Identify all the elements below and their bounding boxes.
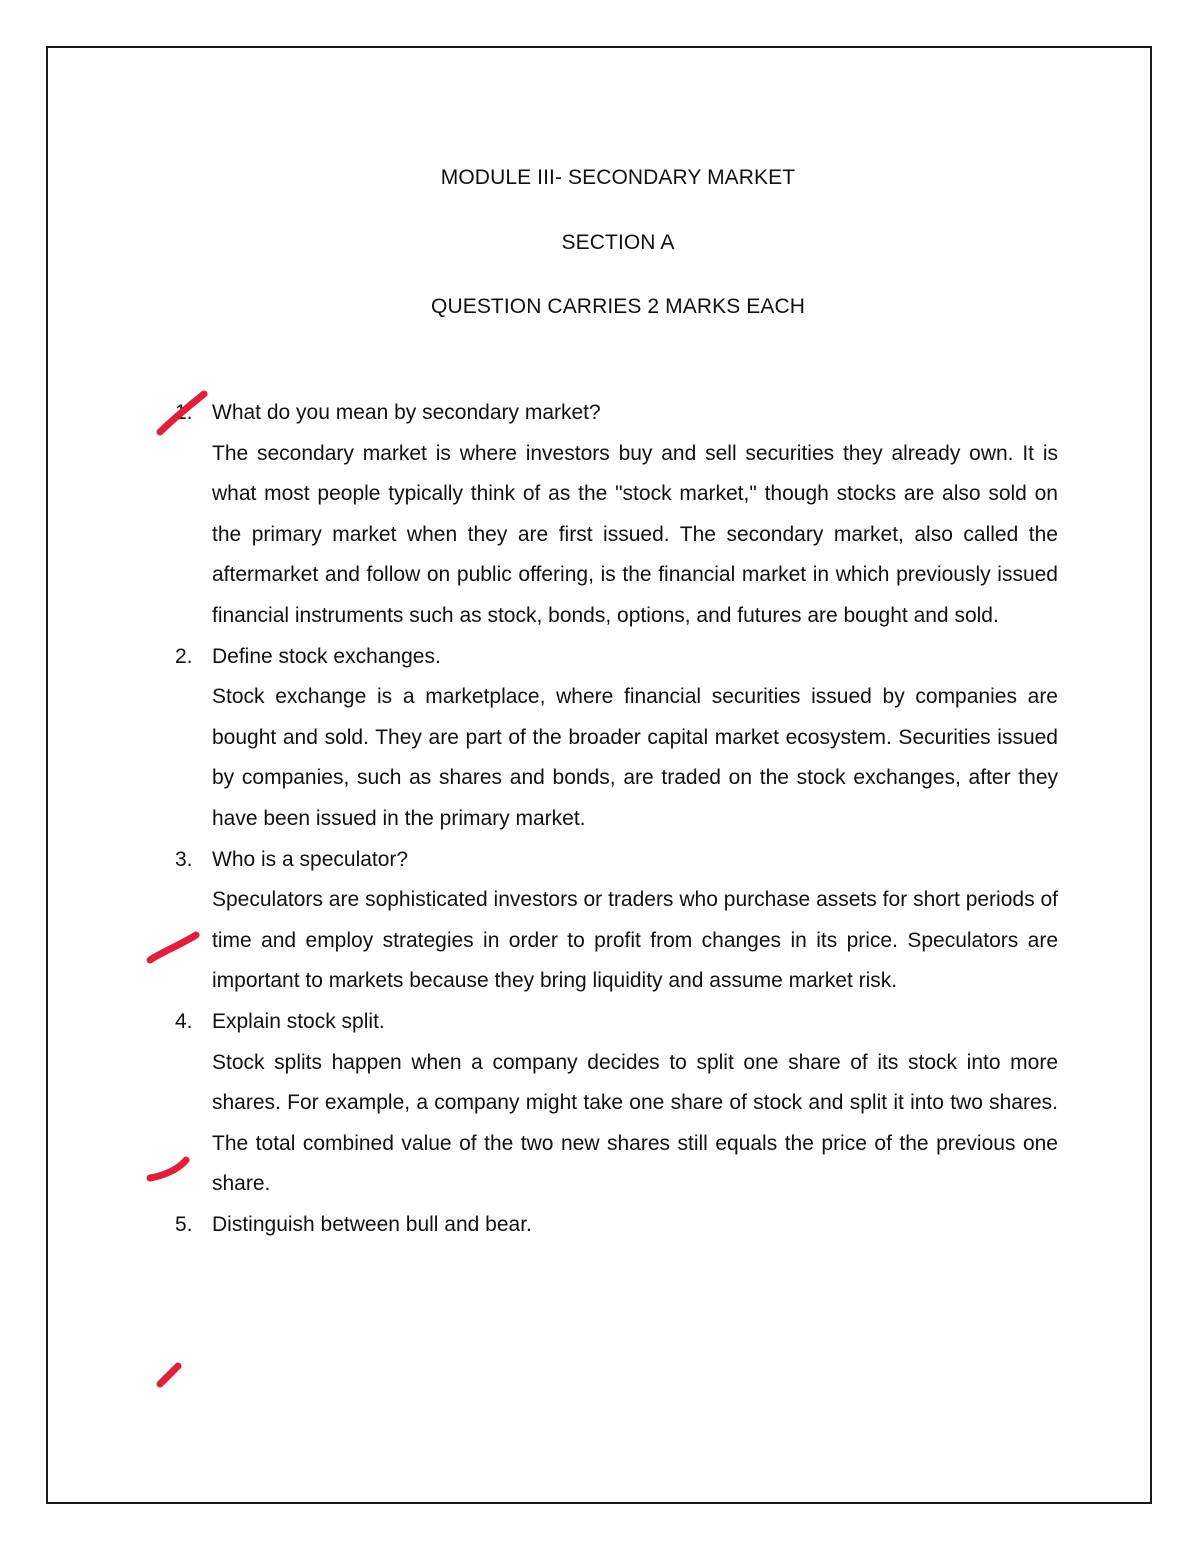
question-number: 2. [175,644,193,668]
question-number: 3. [175,847,193,871]
question-text: What do you mean by secondary market? [212,401,601,424]
answer-text: Speculators are sophisticated investors or traders who purchase assets for short periods of time and employ strategies in order to profit from changes in its price. Speculators are important to markets because they bring liquidity and assume market risk. [212,888,1058,993]
module-title: MODULE III- SECONDARY MARKET [440,166,796,189]
instruction-line: QUESTION CARRIES 2 MARKS EACH [431,295,805,318]
red-tick-mark-3 [150,1160,186,1178]
red-tick-mark-1 [160,394,204,432]
question-text: Explain stock split. [212,1009,385,1033]
question-number: 1. [175,401,193,424]
answer-text: The secondary market is where investors buy and sell securities they already own. It is what most people typically think of as the "stock market," though stocks are also sold on the primary market when they are first issued. The secondary market, also called the aftermarket and follow on public offering, is the financial market in which previously issued financial instruments such as stock, bonds, options, and futures are bought and sold. [212,441,1058,627]
question-text: Distinguish between bull and bear. [212,1212,532,1236]
question-number: 5. [175,1212,193,1236]
section-title: SECTION A [561,231,675,254]
question-number: 4. [175,1009,193,1033]
question-text: Who is a speculator? [212,847,409,871]
answer-text: Stock exchange is a marketplace, where financial securities issued by companies are bought and sold. They are part of the broader capital market ecosystem. Securities issued by companies, such as shares and bonds, are traded on the stock exchanges, after they have been issued in the primary market. [212,685,1058,830]
question-text: Define stock exchanges. [212,644,441,668]
answer-text: Stock splits happen when a company decides to split one share of its stock into more shares. For example, a company might take one share of stock and split it into two shares. The total combined value of the two new shares still equals the price of the previous one share. [212,1050,1058,1196]
red-tick-mark-2 [150,935,196,960]
red-tick-mark-4 [160,1366,178,1384]
